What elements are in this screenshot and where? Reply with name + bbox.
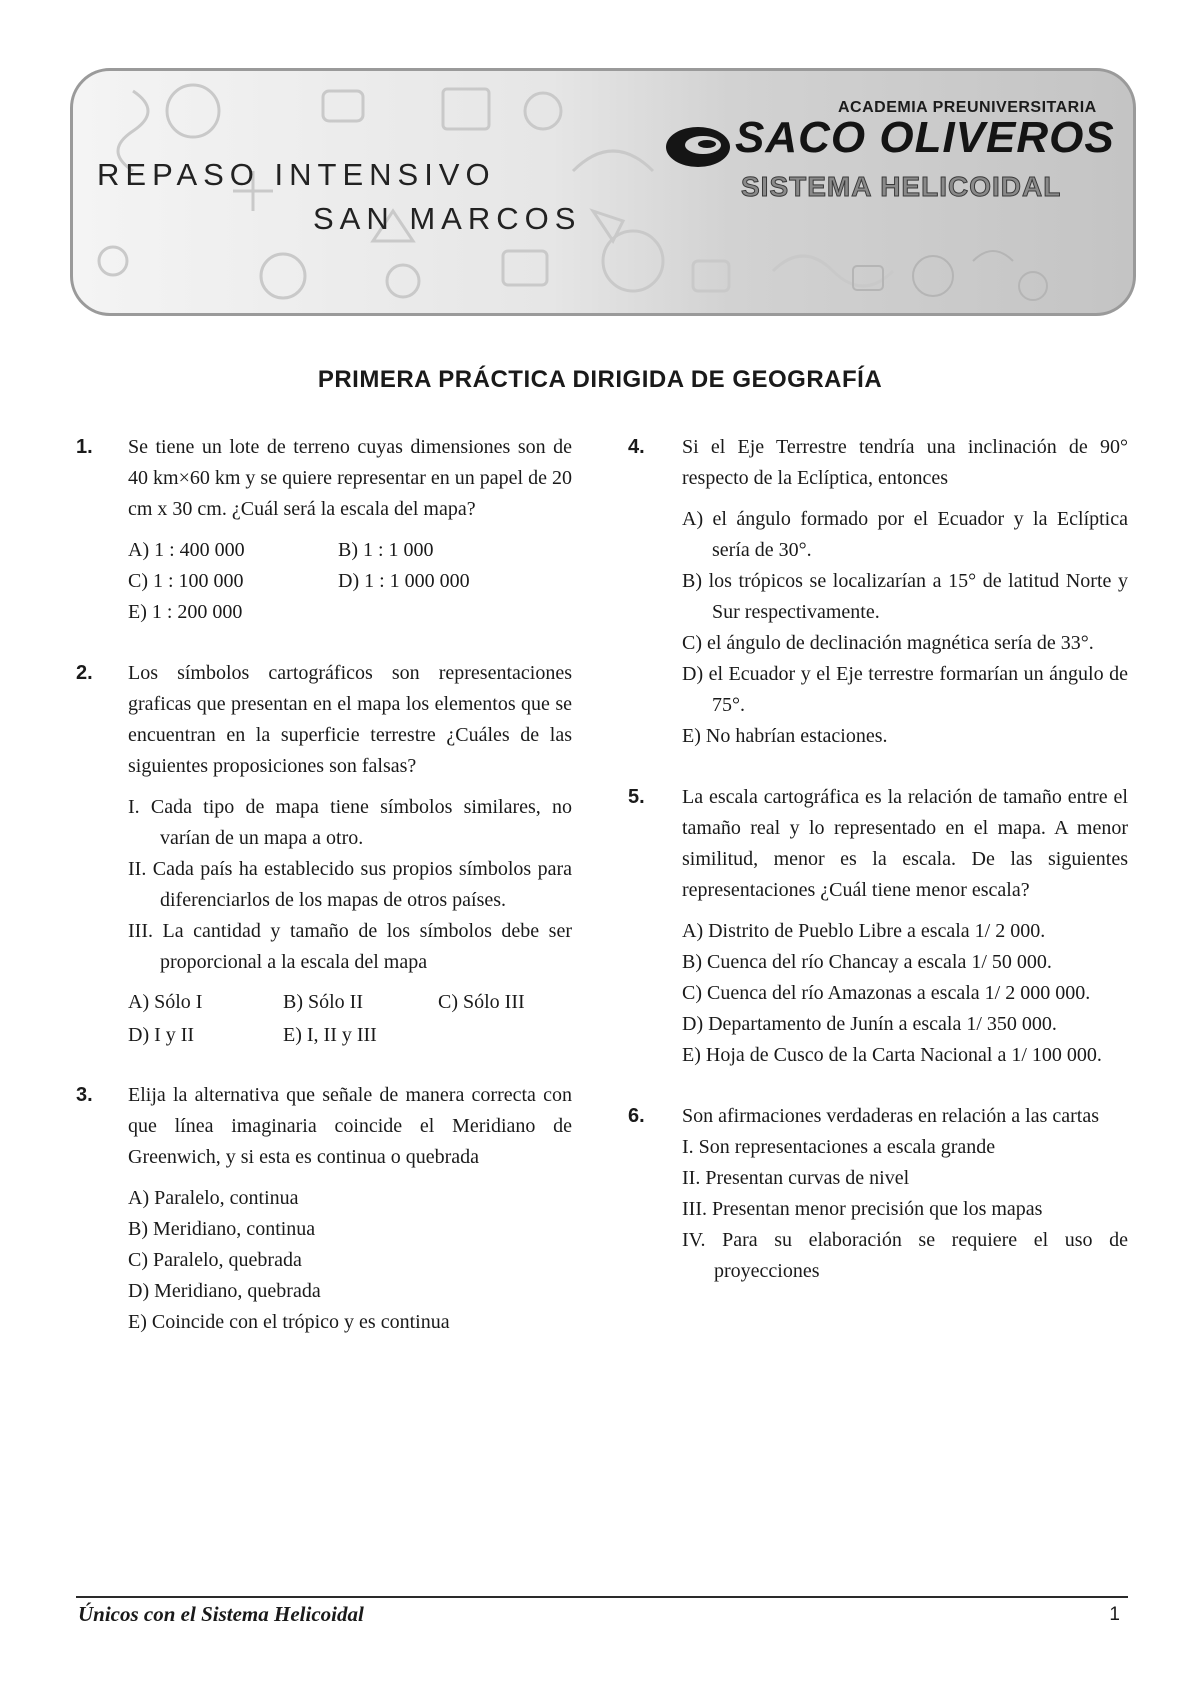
banner-title-line2: SAN MARCOS bbox=[313, 201, 582, 236]
question-text: Elija la alternativa que señale de manera correcta con que línea imaginaria coincide el Meridiano de Greenwich, y si esta es continua o quebrada bbox=[128, 1084, 572, 1168]
option-a: A) 1 : 400 000 bbox=[128, 539, 245, 561]
footer-divider bbox=[76, 1596, 1128, 1598]
question-text: Son afirmaciones verdaderas en relación a las cartas bbox=[682, 1105, 1100, 1127]
header-banner bbox=[70, 68, 1136, 316]
banner-title-line1: REPASO INTENSIVO bbox=[97, 157, 496, 192]
option-b: B) 1 : 1 000 bbox=[338, 539, 434, 561]
option-a: A) el ángulo formado por el Ecuador y la Eclíptica sería de 30°. bbox=[682, 508, 1128, 561]
question-text: Se tiene un lote de terreno cuyas dimensiones son de 40 km×60 km y se quiere representar en un papel de 20 cm x 30 cm. ¿Cuál será la escala del mapa? bbox=[128, 436, 572, 520]
question-3 bbox=[76, 1080, 572, 1338]
footer-slogan: Únicos con el Sistema Helicoidal bbox=[78, 1602, 364, 1626]
option-a: A) Sólo I bbox=[128, 991, 203, 1013]
options-list bbox=[682, 916, 1128, 1071]
question-number: 4. bbox=[628, 436, 645, 458]
option-c: C) 1 : 100 000 bbox=[128, 570, 244, 592]
page-number: 1 bbox=[1109, 1604, 1120, 1625]
statement-iii: III. La cantidad y tamaño de los símbolos debe ser proporcional a la escala del mapa bbox=[128, 920, 572, 973]
left-column bbox=[76, 432, 572, 1365]
option-c: C) el ángulo de declinación magnética sería de 33°. bbox=[682, 632, 1094, 654]
brand-swirl-logo-icon bbox=[663, 121, 733, 173]
statement-ii: II. Cada país ha establecido sus propios símbolos para diferenciarlos de los mapas de otros países. bbox=[128, 858, 572, 911]
option-d: D) el Ecuador y el Eje terrestre formarían un ángulo de 75°. bbox=[682, 663, 1128, 716]
option-e: E) I, II y III bbox=[283, 1024, 377, 1046]
statement-iii: III. Presentan menor precisión que los mapas bbox=[682, 1198, 1043, 1220]
document-title: PRIMERA PRÁCTICA DIRIGIDA DE GEOGRAFÍA bbox=[317, 366, 883, 393]
right-column bbox=[630, 432, 1128, 1314]
option-b: B) los trópicos se localizarían a 15° de latitud Norte y Sur respectivamente. bbox=[682, 570, 1128, 623]
option-c: C) Cuenca del río Amazonas a escala 1/ 2 000 000. bbox=[682, 982, 1091, 1004]
option-c: C) Sólo III bbox=[438, 991, 525, 1013]
question-text: Si el Eje Terrestre tendría una inclinación de 90° respecto de la Eclíptica, entonces bbox=[682, 436, 1128, 489]
option-c: C) Paralelo, quebrada bbox=[128, 1249, 302, 1271]
option-d: D) 1 : 1 000 000 bbox=[338, 570, 470, 592]
question-number: 6. bbox=[628, 1105, 645, 1127]
option-a: A) Paralelo, continua bbox=[128, 1187, 299, 1209]
question-4 bbox=[630, 432, 1128, 752]
brand-name: SACO OLIVEROS bbox=[735, 113, 1115, 162]
statement-ii: II. Presentan curvas de nivel bbox=[682, 1167, 910, 1189]
question-5 bbox=[630, 782, 1128, 1071]
options-grid bbox=[128, 535, 572, 628]
brand-academy-label: ACADEMIA PREUNIVERSITARIA bbox=[838, 99, 1097, 116]
question-2 bbox=[76, 658, 572, 1052]
brand-subtitle: SISTEMA HELICOIDAL bbox=[741, 171, 1062, 202]
option-e: E) Coincide con el trópico y es continua bbox=[128, 1311, 450, 1333]
option-e: E) Hoja de Cusco de la Carta Nacional a 1/ 100 000. bbox=[682, 1044, 1102, 1066]
brand-block bbox=[663, 99, 1115, 249]
statement-i: I. Cada tipo de mapa tiene símbolos similares, no varían de un mapa a otro. bbox=[128, 796, 572, 849]
option-d: D) Meridiano, quebrada bbox=[128, 1280, 321, 1302]
statement-i: I. Son representaciones a escala grande bbox=[682, 1136, 996, 1158]
option-d: D) Departamento de Junín a escala 1/ 350 000. bbox=[682, 1013, 1057, 1035]
options-list bbox=[682, 504, 1128, 752]
option-a: A) Distrito de Pueblo Libre a escala 1/ 2 000. bbox=[682, 920, 1046, 942]
option-d: D) I y II bbox=[128, 1024, 195, 1046]
option-b: B) Cuenca del río Chancay a escala 1/ 50 000. bbox=[682, 951, 1052, 973]
options-grid bbox=[128, 986, 572, 1052]
question-number: 3. bbox=[76, 1084, 93, 1106]
statements-list bbox=[682, 1132, 1128, 1287]
question-number: 5. bbox=[628, 786, 645, 808]
statements-list bbox=[128, 792, 572, 978]
options-list bbox=[128, 1183, 572, 1338]
statement-iv: IV. Para su elaboración se requiere el uso de proyecciones bbox=[682, 1229, 1128, 1282]
option-b: B) Sólo II bbox=[283, 991, 363, 1013]
question-6 bbox=[630, 1101, 1128, 1287]
option-e: E) 1 : 200 000 bbox=[128, 601, 243, 623]
question-number: 1. bbox=[76, 436, 93, 458]
question-text: La escala cartográfica es la relación de tamaño entre el tamaño real y lo representado en el mapa. A menor similitud, menor es la escala. De las siguientes representaciones ¿Cuál tiene menor escala? bbox=[682, 786, 1128, 901]
question-text: Los símbolos cartográficos son representaciones graficas que presentan en el mapa los elementos que se encuentran en la superficie terrestre ¿Cuáles de las siguientes proposiciones son falsas? bbox=[128, 662, 572, 777]
question-1 bbox=[76, 432, 572, 628]
option-b: B) Meridiano, continua bbox=[128, 1218, 316, 1240]
option-e: E) No habrían estaciones. bbox=[682, 725, 888, 747]
question-number: 2. bbox=[76, 662, 93, 684]
